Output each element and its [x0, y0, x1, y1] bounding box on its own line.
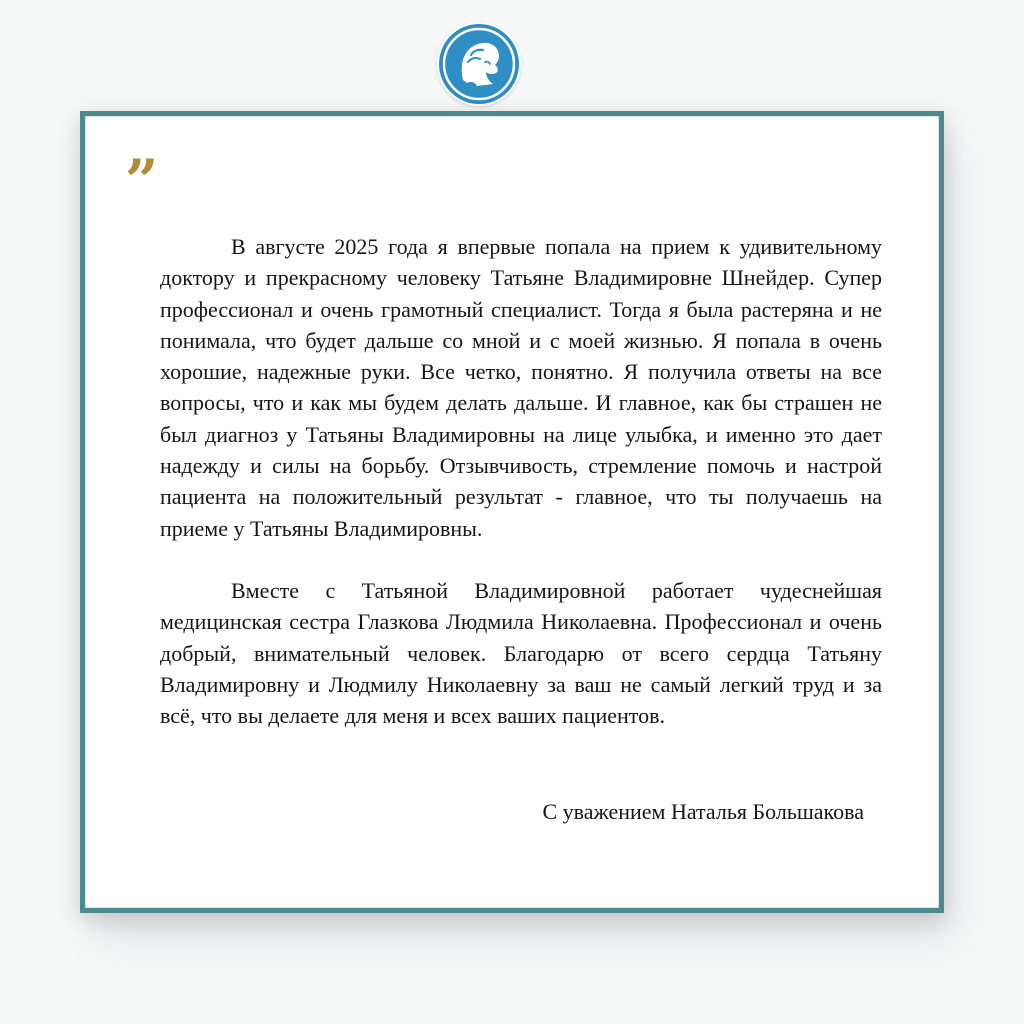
signature: С уважением Наталья Большакова [542, 799, 864, 824]
testimonial-card [80, 111, 944, 913]
testimonial-paragraph: Вместе с Татьяной Владимировной работает чудеснейшая медицинская сестра Глазкова Людмила Николаевна. Профессионал и очень добрый, внимательный человек. Благодарю от всего сердца Татьяну Владимировну и Людмилу Николаевну за ваш не самый легкий труд и за всё, что вы делаете для меня и всех ваших пациентов. [160, 577, 882, 729]
testimonial-paragraph: В августе 2025 года я впервые попала на прием к удивительному доктору и прекрасному человеку Татьяне Владимировне Шнейдер. Супер профессионал и очень грамотный специалист. Тогда я была растеряна и не понимала, что будет дальше со мной и с моей жизнью. Я попала в очень хорошие, надежные руки. Все четко, понятно. Я получила ответы на все вопросы, что и как мы будем делать дальше. И главное, как бы страшен не был диагноз у Татьяны Владимировны на лице улыбка, и именно это дает надежду и силы на борьбу. Отзывчивость, стремление помочь и настрой пациента на положительный результат - главное, что ты получаешь на приеме у Татьяны Владимировны. [160, 234, 882, 541]
testimonial-body [160, 231, 882, 731]
quote-mark-icon: ” [125, 147, 155, 215]
logo-icon [437, 22, 521, 106]
